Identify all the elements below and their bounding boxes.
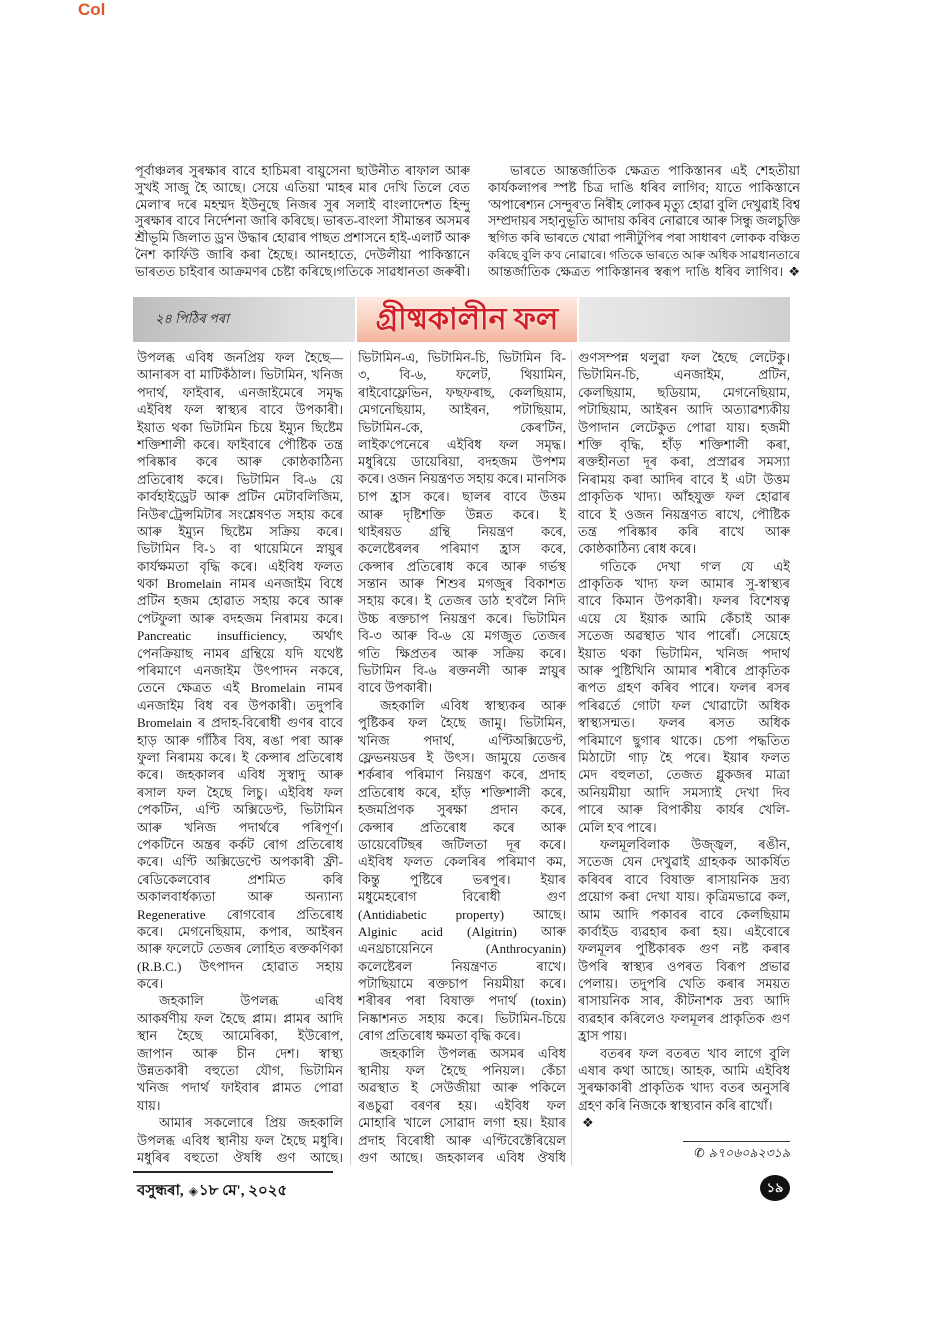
text-line: থাইৰয়ড গ্ৰন্থি নিয়ন্ত্ৰণ কৰে, — [358, 523, 566, 539]
publication-name: বসুন্ধৰা, — [137, 1183, 184, 1199]
text-line: যায়। — [137, 1097, 161, 1113]
text-line: কৰে। এণ্টি অক্সিডেণ্টে অপকাৰী ফ্ৰী- — [137, 854, 343, 870]
author-contact — [640, 1145, 790, 1165]
text-line: প্ৰাকৃতিক খাদ্য। আঁহযুক্ত ফল হোৱাৰ — [578, 489, 790, 505]
article-banner — [133, 297, 790, 342]
text-line: পূৰ্বাঞ্চলৰ সুৰক্ষাৰ বাবে হাচিমৰা বায়ুসেনা ছাউনীত ৰাফাল আৰু — [135, 163, 470, 178]
text-line: শ্ৰীভূমি জিলাত ড্ৰ'ন উদ্ধাৰ হোৱাৰ পাছত প্ৰশাসনে হাই-এলাৰ্ট আৰু — [135, 230, 470, 246]
text-line: ৰাসায়নিক সাৰ, কীটনাশক দ্ৰব্য আদি — [578, 993, 790, 1009]
text-line: প্ৰদাহ বিৰোধী আৰু এণ্টিবেক্টেৰিয়েল — [358, 1132, 566, 1148]
text-line: প্ৰাকৃতিক খাদ্য ফল আমাৰ সু-স্বাস্থ্যৰ — [578, 576, 790, 592]
text-line: পেনক্ৰিয়াছ নামৰ গ্ৰন্থিয়ে যদি যথেষ্ট — [137, 645, 343, 661]
text-line: জহকালি উপলব্ধ অসমৰ এবিধ — [380, 1045, 566, 1061]
text-line: ভিটামিন বি-৬ ৰক্তনলী আৰু স্নায়ুৰ — [358, 663, 566, 679]
text-line: জহকালি উপলব্ধ এবিধ — [159, 993, 343, 1009]
text-line: পটাছিয়াম, আইৰন আদি অত্যাৱশ্যকীয় — [578, 402, 790, 418]
text-line: এইবিধ ফলত কেলৰিৰ পৰিমাণ কম, — [358, 854, 566, 870]
text-line: জাপান আৰু চীন দেশ। স্বাস্থ্য — [137, 1045, 343, 1061]
text-line: উপাদান লেটেকুত পোৱা যায়। হজমী — [578, 419, 790, 435]
text-line: নিউৰ'ট্ৰেন্সমিটাৰ সংশ্লেষণত সহায় কৰে — [137, 506, 343, 522]
text-line: পৰিমাণে ছুগাৰ থাকে। চেপা পদ্ধতিত — [578, 732, 790, 748]
text-line: মধুৰিয়ে ডায়েৰিয়া, বদহজম উপশম — [358, 454, 566, 470]
text-line: স্বাস্থ্যসন্মত। ফলৰ ৰসত অধিক — [578, 715, 790, 731]
color-marker: Col — [78, 0, 106, 19]
text-line: ভাৰতে আন্তৰ্জাতিক ক্ষেত্ৰত পাকিস্তানৰ এই শেহতীয়া — [510, 163, 800, 178]
text-line: মেগনেছিয়াম, আইৰন, পটাছিয়াম, — [358, 402, 566, 418]
text-line: কৰিছে বুলি ক'ব নোৱাৰে। গতিকে ভাৰতে আৰু অধিক সাৱধানতাৰে — [488, 247, 800, 262]
text-line: খনিজ পদাৰ্থ, এণ্টিঅক্সিডেণ্ট, — [358, 732, 566, 748]
text-line: গুণসম্পন্ন থলুৱা ফল হৈছে লেটেকু। — [578, 350, 790, 365]
text-line: বতৰৰ ফল বতৰত খাব লাগে বুলি — [600, 1045, 790, 1061]
text-line: পৰিৱৰ্তে গোটা ফল খোৱাটো অধিক — [578, 697, 790, 713]
text-line: মেলি হ'ব পাৰে। — [578, 819, 657, 835]
article-title: গ্ৰীষ্মকালীন ফল — [375, 303, 559, 336]
text-line: ৰসাল ফল হৈছে লিচু। এইবিধ ফল — [137, 784, 343, 800]
text-line: মধুমেহৰোগ বিৰোধী গুণ — [358, 889, 566, 905]
text-line: ডায়েবেটিছৰ জটিলতা দূৰ কৰে। — [358, 836, 566, 852]
text-line: আৰু ফলেটে তেজৰ লোহিত ৰক্তকণিকা — [137, 941, 343, 957]
text-line: পদাৰ্থ, ফাইবাৰ, এনজাইমেৰে সমৃদ্ধ — [137, 384, 343, 400]
text-line: পেকটিন, এণ্টি অক্সিডেণ্ট, ভিটামিন — [137, 802, 343, 818]
text-line: খনিজ পদাৰ্থ ফাইবাৰ প্লামত পোৱা — [137, 1080, 343, 1096]
text-line: ৰোগ প্ৰতিৰোধ ক্ষমতা বৃদ্ধি কৰে। — [358, 1028, 521, 1044]
text-line: লাইক'পেনেৰে এইবিধ ফল সমৃদ্ধ। — [358, 436, 566, 452]
text-line: Alginic acid (Algitrin) আৰু — [358, 923, 566, 939]
text-line: Bromelain ৰ প্ৰদাহ-বিৰোধী গুণৰ বাবে — [137, 715, 343, 731]
text-line: বাবে উপকাৰী। — [358, 680, 433, 696]
text-line: উপলব্ধ এবিধ স্থানীয় ফল হৈছে মধুৰি। — [137, 1132, 343, 1148]
text-line: কৰিবৰ বাবে বিষাক্ত ৰাসায়নিক দ্ৰব্য — [578, 871, 790, 887]
page-number: ১৯ — [760, 1175, 790, 1201]
text-line: পেকটিনে অন্ত্ৰৰ কৰ্কট ৰোগ প্ৰতিৰোধ — [137, 836, 343, 852]
article-column-1 — [137, 349, 343, 1166]
text-line: কোষ্ঠকাঠিন্য ৰোধ কৰে। — [578, 541, 697, 557]
text-line: কৰে। মেগনেছিয়াম, কপাৰ, আইৰন — [137, 923, 343, 939]
text-line: পৰিমাণে এনজাইম উৎপাদন নকৰে, — [137, 663, 343, 679]
text-line: সতেজ অৱস্থাত খাব পাৰোঁ। সেয়েহে — [578, 628, 790, 644]
text-line: (R.B.C.) উৎপাদন হোৱাত সহায় — [137, 958, 343, 974]
divider — [683, 1141, 790, 1142]
text-line: ব্যৱহাৰ কৰিলেও ফলমূলৰ প্ৰাকৃতিক গুণ — [578, 1010, 790, 1026]
text-line: ৰাইবোফ্লেভিন, ফছফৰাছ, কেলছিয়াম, — [358, 384, 566, 400]
column-divider — [350, 350, 351, 1165]
text-line: ৰঙচুৱা বৰণৰ হয়। এইবিধ ফল — [358, 1097, 566, 1113]
text-line: শৰ্কৰাৰ পৰিমাণ নিয়ন্ত্ৰণ কৰে, প্ৰদাহ — [358, 767, 566, 783]
text-line: আৰু দৃষ্টিশক্তি উন্নত কৰে। ই — [358, 506, 566, 522]
text-line: শক্তিশালী কৰে। ফাইবাৰে পৌষ্টিক তন্ত্ৰ — [137, 436, 343, 452]
text-line: অকালবাৰ্ধক্যতা আৰু অন্যান্য — [137, 889, 343, 905]
text-line: ভিটামিন বি-১ বা থায়েমিনে স্নায়ুৰ — [137, 541, 343, 557]
article-column-3 — [578, 349, 790, 1114]
text-line: প্ৰতিৰোধ কৰে, হাঁড় শক্তিশালী কৰে, — [358, 784, 566, 800]
text-line: মিঠাটো গাঢ় হৈ পৰে। ইয়াৰ ফলত — [578, 749, 790, 765]
text-line: ফলমূলৰ পুষ্টিকাৰক গুণ নষ্ট কৰাৰ — [578, 941, 790, 957]
text-line: তন্ত্ৰ পৰিষ্কাৰ কৰি ৰাখে আৰু — [578, 523, 790, 539]
text-line: আম আদি পকাবৰ বাবে কেলছিয়াম — [578, 906, 790, 922]
text-line: উন্নতকাৰী বহুতো যৌগ, ভিটামিন — [137, 1063, 343, 1079]
text-line: পৰিষ্কাৰ কৰে আৰু কোষ্ঠকাঠিন্য — [137, 454, 343, 470]
text-line: থকা Bromelain নামৰ এনজাইম বিধে — [137, 576, 343, 592]
text-line: আৰু খনিজ পদাৰ্থৰে পৰিপূৰ্ণ। — [137, 819, 343, 835]
text-line: কাৰ্বহাইড্ৰেট আৰু প্ৰটিন মেটাবলিজিম, — [137, 489, 343, 505]
text-line: মোহাৰি খালে সোৱাদ লগা হয়। ইয়াৰ — [358, 1115, 566, 1131]
text-line: Pancreatic insufficiency, অৰ্থাৎ — [137, 628, 343, 644]
text-line: উপলব্ধ এবিধ জনপ্ৰিয় ফল হৈছে— — [137, 350, 343, 365]
text-line: নিষ্কাশনত সহায় কৰে। ভিটামিন-চিয়ে — [358, 1010, 566, 1026]
text-line: পাৰে আৰু বিপাকীয় কাৰ্যৰ খেলি- — [578, 802, 790, 818]
text-line: স্থগিত কৰি ভাৰতে খোৱা পানীটুপিৰ পৰা সাধাৰণ লোকক বঞ্চিত — [488, 231, 800, 246]
text-line: গতিকে দেখা গ'ল যে এই — [600, 558, 790, 574]
text-line: মধুৰিৰ বহুতো ঔষধি গুণ আছে। — [137, 1149, 343, 1165]
text-line: পেলায়। তদুপৰি খেতি কৰাৰ সময়ত — [578, 976, 790, 992]
text-line: গতি ক্ষিপ্ৰতৰ আৰু সক্ৰিয় কৰে। — [358, 645, 566, 661]
text-line: সুখই সাজু হৈ আছে। সেয়ে এতিয়া 'মাহৰ মাৰ দেখি তিলে বেত — [135, 179, 470, 195]
text-line: কৰে। জহকালৰ এবিধ সুস্বাদু আৰু — [137, 767, 343, 783]
text-line: ৰক্তহীনতা দূৰ কৰা, প্ৰস্ৰাৱৰ সমস্যা — [578, 454, 790, 470]
text-line: কিন্তু পুষ্টিৰে ভৰপুৰ। ইয়াৰ — [358, 871, 566, 887]
text-line: কেন্সাৰ প্ৰতিৰোধ কৰে আৰু — [358, 819, 566, 835]
text-line: ইয়াত থকা ভিটামিন চিয়ে ইম্যুন ছিষ্টেম — [137, 419, 343, 435]
article-column-2 — [358, 349, 566, 1166]
text-line: ৰূপত গ্ৰহণ কৰিব পাৰে। ফলৰ ৰসৰ — [578, 680, 790, 696]
text-line: মেলা'ৰ দৰে মহম্মদ ইউনুছে নিজৰ সুৰ সলাই বাংলাদেশত হিন্দু — [135, 196, 470, 212]
text-line: কাৰ্যক্ষমতা বৃদ্ধি কৰে। এইবিধ ফলত — [137, 558, 343, 574]
text-line: কেলছিয়াম, ছডিয়াম, মেগনেছিয়াম, — [578, 384, 790, 400]
text-line: অৱস্থাত ই সেউজীয়া আৰু পকিলে — [358, 1080, 566, 1096]
text-line: Regenerative ৰোগবোৰ প্ৰতিৰোধ — [137, 906, 343, 922]
text-line: কাৰ্যকলাপৰ স্পষ্ট চিত্ৰ দাঙি ধৰিব লাগিব; যাতে পাকিস্তানে — [488, 179, 800, 195]
text-line: স্থান হৈছে আমেৰিকা, ইউৰোপ, — [137, 1028, 343, 1044]
text-line: প্ৰতিৰোধ কৰে। ভিটামিন বি-৬ য়ে — [137, 471, 343, 487]
text-line: আমাৰ সকলোৰে প্ৰিয় জহকালি — [159, 1115, 343, 1131]
text-line: ভাৰতত চাইবাৰ আক্ৰমণৰ চেষ্টা কৰিছে।গতিকে সাৱধানতা জৰুৰী। — [135, 263, 470, 279]
text-line: সহায় কৰে। ই তেজৰ ডাঠ হ'বলৈ নিদি — [358, 593, 566, 609]
text-line: সুৰক্ষাকাৰী প্ৰাকৃতিক খাদ্য বতৰ অনুসৰি — [578, 1080, 790, 1096]
end-mark: ❖ — [582, 1115, 594, 1130]
text-line: নিৰাময় কৰা আদিৰ বাবে ই এটা উত্তম — [578, 471, 790, 487]
text-line: উপৰি স্বাস্থ্যৰ ওপৰত বিৰূপ প্ৰভাৱ — [578, 958, 790, 974]
text-line: হাড় আৰু গাঁঠিৰ বিষ, ৰঙা পৰা আৰু — [137, 732, 343, 748]
text-line: হ্ৰাস পায়। — [578, 1028, 627, 1044]
text-line: গুণ আছে। জহকালৰ এবিধ ঔষধি — [358, 1149, 566, 1165]
text-line: সতেজ যেন দেখুৱাই গ্ৰাহকক আকৰ্ষিত — [578, 854, 790, 870]
text-line: পটাছিয়ামে ৰক্তচাপ নিয়মীয়া কৰে। — [358, 976, 566, 992]
text-line: শক্তি বৃদ্ধি, হাঁড় শক্তিশালী কৰা, — [578, 436, 790, 452]
text-line: বি-৩ আৰু বি-৬ য়ে মগজুত তেজৰ — [358, 628, 566, 644]
text-line: বাবে ই ওজন নিয়ন্ত্ৰণত ৰাখে, পৌষ্টিক — [578, 506, 790, 522]
text-line: এইবিধ ফল স্বাস্থ্যৰ বাবে উপকাৰী। — [137, 402, 343, 418]
text-line: কলেষ্টেৰলৰ পৰিমাণ হ্ৰাস কৰে, — [358, 541, 566, 557]
text-line: এনথ্ৰচায়েনিনে (Anthrocyanin) — [358, 941, 566, 957]
preceding-article-column-left — [135, 163, 470, 281]
text-line: মেদ বহুলতা, তেজত গ্লুকজৰ মাত্ৰা — [578, 767, 790, 783]
text-line: কৰে। ওজন নিয়ন্ত্ৰণত সহায় কৰে। মানসিক — [358, 471, 566, 486]
issue-date: ১৮ মে', ২০২৫ — [198, 1183, 288, 1199]
text-line: এনজাইম বিধ বৰ উপকাৰী। তদুপৰি — [137, 697, 343, 713]
text-line: (Antidiabetic property) আছে। — [358, 906, 566, 922]
text-line: ফলমূলবিলাক উজ্জ্বল, ৰঙীন, — [600, 836, 790, 852]
text-line: ইয়াত থকা ভিটামিন, খনিজ পদাৰ্থ — [578, 645, 790, 661]
text-line: প্ৰটিন হজম হোৱাত সহায় কৰে আৰু — [137, 593, 343, 609]
column-divider — [571, 350, 572, 1165]
text-line: 'অপাৰেশ্যন সেন্দুৰ'ত নিৰীহ লোকৰ মৃত্যু হোৱা বুলি দেখুৱাই বিশ্ব — [488, 197, 800, 212]
text-line: কৰে। — [137, 976, 164, 992]
phone-icon — [694, 1146, 708, 1160]
text-line: ফুলা নিৰাময় কৰে। ই কেন্সাৰ প্ৰতিৰোধ — [137, 749, 343, 765]
text-line: গ্ৰহণ কৰি নিজকে স্বাস্থ্যবান কৰি ৰাখোঁ। — [578, 1097, 773, 1113]
text-line: চাপ হ্ৰাস কৰে। ছালৰ বাবে উত্তম — [358, 489, 566, 505]
text-line: প্ৰয়োগ কৰা দেখা যায়। কৃত্ৰিমভাৱে কল, — [578, 889, 790, 905]
article-title-box — [355, 297, 579, 342]
footer — [137, 1179, 287, 1204]
text-line: কলেষ্টেৰল নিয়ন্ত্ৰণত ৰাখে। — [358, 958, 566, 974]
text-line: আৰু পুষ্টিখিনি আমাৰ শৰীৰে প্ৰাকৃতিক — [578, 663, 790, 679]
text-line: সন্তান আৰু শিশুৰ মগজুৰ বিকাশত — [358, 576, 566, 592]
text-line: এয়ে যে ইয়াক আমি কেঁচাই আৰু — [578, 610, 790, 626]
text-line: আৰু ইম্যুন ছিষ্টেম সক্ৰিয় কৰে। — [137, 523, 343, 539]
phone-number: ৯৭০৬০৯২৩১৯ — [708, 1146, 790, 1160]
text-line: ভিটামিন-এ, ভিটামিন-চি, ভিটামিন বি- — [358, 350, 566, 365]
text-line: কাৰ্বাইড ব্যৱহাৰ কৰা হয়। এইবোৰে — [578, 923, 790, 939]
text-line: ৰেডিকেলবোৰ প্ৰশমিত কৰি — [137, 871, 343, 887]
text-line: উচ্চ ৰক্তচাপ নিয়ন্ত্ৰণ কৰে। ভিটামিন — [358, 610, 566, 626]
text-line: পুষ্টিকৰ ফল হৈছে জামু। ভিটামিন, — [358, 715, 566, 731]
text-line: বাবে কিমান উপকাৰী। ফলৰ বিশেষত্ব — [578, 593, 790, 609]
continued-from-label: ২৪ পিঠিৰ পৰা — [155, 311, 229, 326]
preceding-article-column-right — [488, 163, 800, 281]
text-line: ভিটামিন-চি, এনজাইম, প্ৰটিন, — [578, 367, 790, 383]
text-line: জহকালি এবিধ স্বাস্থ্যকৰ আৰু — [380, 697, 566, 713]
text-line: আকৰ্ষণীয় ফল হৈছে প্লাম। প্লামৰ আদি — [137, 1010, 343, 1026]
text-line: কেন্সাৰ প্ৰতিৰোধ কৰে আৰু গৰ্ভস্থ — [358, 558, 566, 574]
text-line: আন্তৰ্জাতিক ক্ষেত্ৰত পাকিস্তানৰ স্বৰূপ দাঙি ধৰিব লাগিব। ❖ — [488, 263, 800, 279]
text-line: অনিয়মীয়া আদি সমস্যাই দেখা দিব — [578, 784, 790, 800]
text-line: এষাৰ কথা আছে। আহক, আমি এইবিধ — [578, 1063, 790, 1079]
footer-divider — [133, 1171, 333, 1173]
text-line: ৩, বি-৬, ফলেট, থিয়ামিন, — [358, 367, 566, 383]
diamond-icon — [184, 1183, 199, 1199]
text-line: স্থানীয় ফল হৈছে পনিয়ল। কেঁচা — [358, 1063, 566, 1079]
text-line: সুৰক্ষাৰ বাবে নিৰ্দেশনা জাৰি কৰিছে। ভাৰত-বাংলা সীমান্তৰ অসমৰ — [135, 213, 470, 229]
text-line: হজমপ্ৰিণক সুৰক্ষা প্ৰদান কৰে, — [358, 802, 566, 818]
text-line: নৈশ কাৰ্ফিউ জাৰি কৰা হৈছে। আনহাতে, দেউলীয়া পাকিস্তানে — [135, 246, 470, 262]
text-line: তেনে ক্ষেত্ৰত এই Bromelain নামৰ — [137, 680, 343, 696]
text-line: ফ্লেভনয়ডৰ ই উৎস। জামুয়ে তেজৰ — [358, 749, 566, 765]
text-line: ভিটামিন-কে, কেৰ'টিন, — [358, 419, 566, 435]
text-line: সম্প্ৰদায়ৰ সহানুভূতি আদায় কৰিব নোৱাৰে আৰু সিন্ধু জলচুক্তি — [488, 214, 800, 229]
text-line: পেটফুলা আৰু বদহজম নিৰাময় কৰে। — [137, 610, 343, 626]
text-line: শৰীৰৰ পৰা বিষাক্ত পদাৰ্থ (toxin) — [358, 993, 566, 1009]
text-line: আনাৰস বা মাটিকঁঠাল। ভিটামিন, খনিজ — [137, 367, 343, 383]
